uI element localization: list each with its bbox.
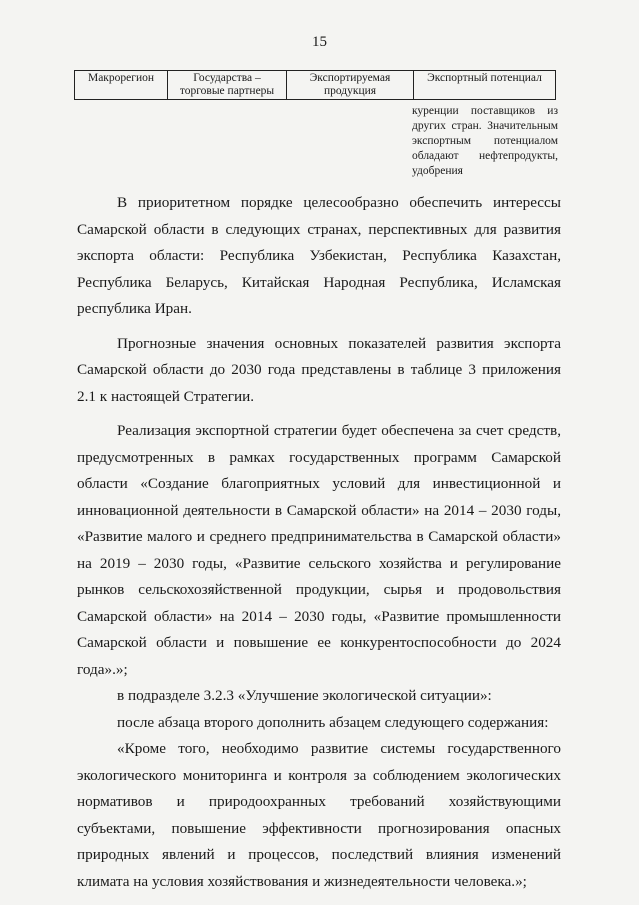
column-header-export-potential: Экспортный потенциал bbox=[414, 71, 556, 100]
paragraph-implementation: Реализация экспортной стратегии будет обеспечена за счет средств, предусмотренных в рамках государственных программ Самарской области «Создание благоприятных условий для инвестиционной и инновационной деятельности в Самарской области» на 2014 – 2030 годы, «Развитие малого и среднего предпринимательства в Самарской области» на 2019 – 2030 годы, «Развитие сельского хозяйства и регулирование рынков сельскохозяйственной продукции, сырья и продовольствия Самарской области» на 2014 – 2030 годы, «Развитие промышленности Самарской области и повышение ее конкурентоспособности до 2024 года».»; bbox=[77, 422, 561, 678]
column-header-macroregion: Макрорегион bbox=[75, 71, 168, 100]
document-body bbox=[77, 190, 561, 895]
paragraph-forecast: Прогнозные значения основных показателей развития экспорта Самарской области до 2030 года представлены в таблице 3 приложения 2.1 к настоящей Стратегии. bbox=[77, 334, 561, 405]
page-number: 15 bbox=[312, 34, 327, 50]
paragraph-amendment: после абзаца второго дополнить абзацем следующего содержания: bbox=[117, 713, 549, 731]
table-header bbox=[74, 70, 556, 100]
paragraph-priority-countries: В приоритетном порядке целесообразно обеспечить интерессы Самарской области в следующих странах, перспективных для развития экспорта области: Республика Узбекистан, Республика Казахстан, Республика Беларусь, Китайская Народная Республика, Исламская республика Иран. bbox=[77, 194, 561, 317]
paragraph-subsection: в подразделе 3.2.3 «Улучшение экологической ситуации»: bbox=[117, 687, 492, 704]
column-header-partner-states: Государства – торговые партнеры bbox=[168, 71, 287, 100]
table-continuation-cell: куренции поставщиков из других стран. Значительным экспортным потенциалом обладают нефтепродукты, удобрения bbox=[412, 105, 558, 177]
table-header-row bbox=[75, 71, 556, 100]
column-header-exported-products: Экспортируемая продукция bbox=[287, 71, 414, 100]
paragraph-quoted-insert: «Кроме того, необходимо развитие системы государственного экологического мониторинга и контроля за соблюдением экологических нормативов и природоохранных требований хозяйствующими субъектами, повышение эффективности прогнозирования опасных природных явлений и процессов, последствий влияния изменений климата на условия хозяйствования и жизнедеятельности человека.»; bbox=[77, 740, 561, 890]
